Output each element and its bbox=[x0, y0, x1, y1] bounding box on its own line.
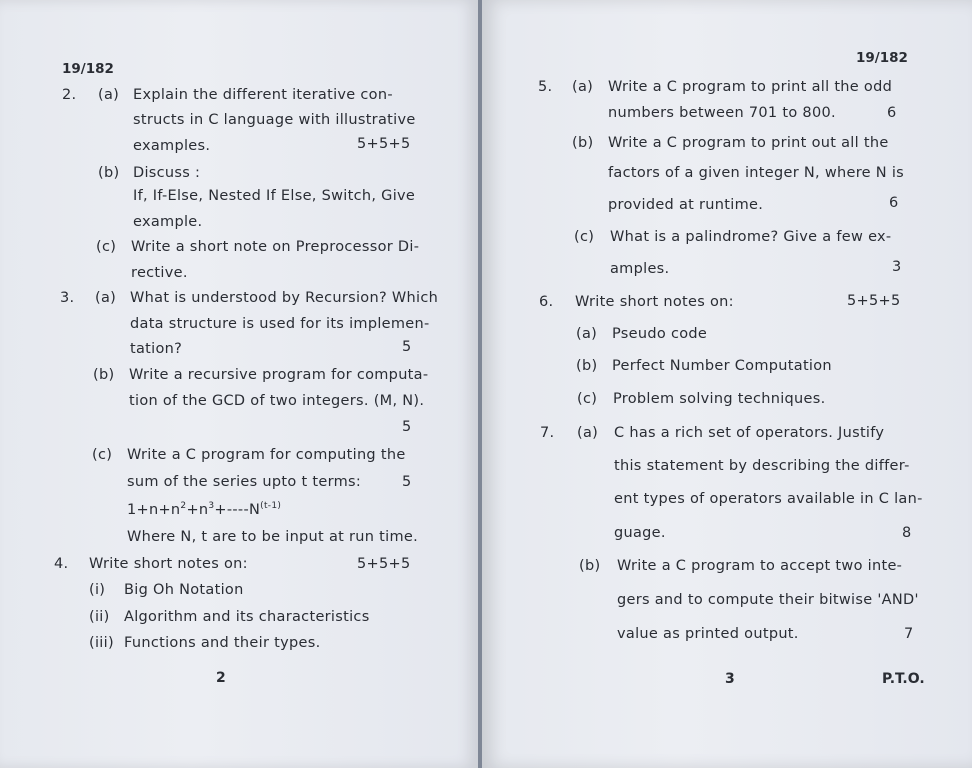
list-item-label: (c) bbox=[577, 391, 598, 407]
list-item-text: Functions and their types. bbox=[124, 635, 321, 651]
list-item-label: (b) bbox=[576, 358, 598, 374]
question-number: 7. bbox=[540, 425, 555, 441]
question-text-line: Write a C program for computing the bbox=[127, 447, 406, 463]
question-title: Write short notes on: bbox=[575, 294, 734, 310]
question-text-line: example. bbox=[133, 214, 203, 230]
question-text-line: this statement by describing the differ- bbox=[614, 458, 910, 474]
list-item-label: (ii) bbox=[89, 609, 110, 625]
question-text-line: Write a short note on Preprocessor Di- bbox=[131, 239, 420, 255]
list-item-text: Perfect Number Computation bbox=[612, 358, 832, 374]
question-text-line: If, If-Else, Nested If Else, Switch, Give bbox=[133, 188, 416, 204]
question-text-line: gers and to compute their bitwise 'AND' bbox=[617, 592, 919, 608]
part-label: (c) bbox=[92, 447, 113, 463]
part-label: (b) bbox=[98, 165, 120, 181]
question-text-line: rective. bbox=[131, 265, 188, 281]
marks: 5 bbox=[402, 474, 412, 490]
marks: 5 bbox=[402, 419, 412, 435]
part-label: (a) bbox=[98, 87, 120, 103]
page-number: 3 bbox=[725, 671, 735, 687]
part-label: (a) bbox=[577, 425, 599, 441]
question-text-line: value as printed output. bbox=[617, 626, 799, 642]
question-text-line: What is understood by Recursion? Which bbox=[130, 290, 439, 306]
marks: 6 bbox=[889, 195, 899, 211]
question-text-line: tion of the GCD of two integers. (M, N). bbox=[129, 393, 425, 409]
list-item-text: Big Oh Notation bbox=[124, 582, 244, 598]
marks: 5+5+5 bbox=[847, 293, 901, 309]
question-title: Write short notes on: bbox=[89, 556, 248, 572]
marks: 6 bbox=[887, 105, 897, 121]
part-label: (b) bbox=[93, 367, 115, 383]
page-number: 2 bbox=[216, 670, 226, 686]
exam-page-left bbox=[0, 0, 478, 768]
question-text-line: Write a C program to print out all the bbox=[608, 135, 889, 151]
question-text-line: Write a C program to print all the odd bbox=[608, 79, 893, 95]
question-text-line: Write a C program to accept two inte- bbox=[617, 558, 903, 574]
question-text-line: Where N, t are to be input at run time. bbox=[127, 529, 419, 545]
question-number: 3. bbox=[60, 290, 75, 306]
marks: 5+5+5 bbox=[357, 136, 411, 152]
part-label: (a) bbox=[572, 79, 594, 95]
paper-code: 19/182 bbox=[856, 50, 908, 66]
question-text-line: C has a rich set of operators. Justify bbox=[614, 425, 885, 441]
question-text-line: What is a palindrome? Give a few ex- bbox=[610, 229, 892, 245]
list-item-text: Problem solving techniques. bbox=[613, 391, 826, 407]
question-number: 5. bbox=[538, 79, 553, 95]
question-text-line: factors of a given integer N, where N is bbox=[608, 165, 905, 181]
pto-label: P.T.O. bbox=[882, 671, 925, 687]
question-text-line: guage. bbox=[614, 525, 666, 541]
question-text-line: Write a recursive program for computa- bbox=[129, 367, 429, 383]
list-item-label: (a) bbox=[576, 326, 598, 342]
exam-page-right bbox=[482, 0, 972, 768]
marks: 8 bbox=[902, 525, 912, 541]
question-number: 4. bbox=[54, 556, 69, 572]
part-label: (b) bbox=[572, 135, 594, 151]
marks: 5 bbox=[402, 339, 412, 355]
question-text-line: sum of the series upto t terms: bbox=[127, 474, 362, 490]
part-label: (b) bbox=[579, 558, 601, 574]
question-number: 2. bbox=[62, 87, 77, 103]
question-text-line: Discuss : bbox=[133, 165, 201, 181]
question-number: 6. bbox=[539, 294, 554, 310]
question-text-line: numbers between 701 to 800. bbox=[608, 105, 836, 121]
part-label: (c) bbox=[574, 229, 595, 245]
paper-code: 19/182 bbox=[62, 61, 114, 77]
question-text-line: tation? bbox=[130, 341, 183, 357]
list-item-label: (iii) bbox=[89, 635, 114, 651]
marks: 5+5+5 bbox=[357, 556, 411, 572]
part-label: (a) bbox=[95, 290, 117, 306]
marks: 7 bbox=[904, 626, 914, 642]
question-text-line: data structure is used for its implemen- bbox=[130, 316, 430, 332]
list-item-text: Algorithm and its characteristics bbox=[124, 609, 370, 625]
series-formula: $1+n+n^2+n^3+----N^{(t-1)}$ bbox=[127, 501, 282, 518]
marks: 3 bbox=[892, 259, 902, 275]
question-text-line: structs in C language with illustrative bbox=[133, 112, 416, 128]
question-text-line: examples. bbox=[133, 138, 211, 154]
question-text-line: Explain the different iterative con- bbox=[133, 87, 393, 103]
part-label: (c) bbox=[96, 239, 117, 255]
question-text-line: ent types of operators available in C lan- bbox=[614, 491, 923, 507]
list-item-label: (i) bbox=[89, 582, 106, 598]
list-item-text: Pseudo code bbox=[612, 326, 708, 342]
question-text-line: amples. bbox=[610, 261, 670, 277]
question-text-line: provided at runtime. bbox=[608, 197, 764, 213]
